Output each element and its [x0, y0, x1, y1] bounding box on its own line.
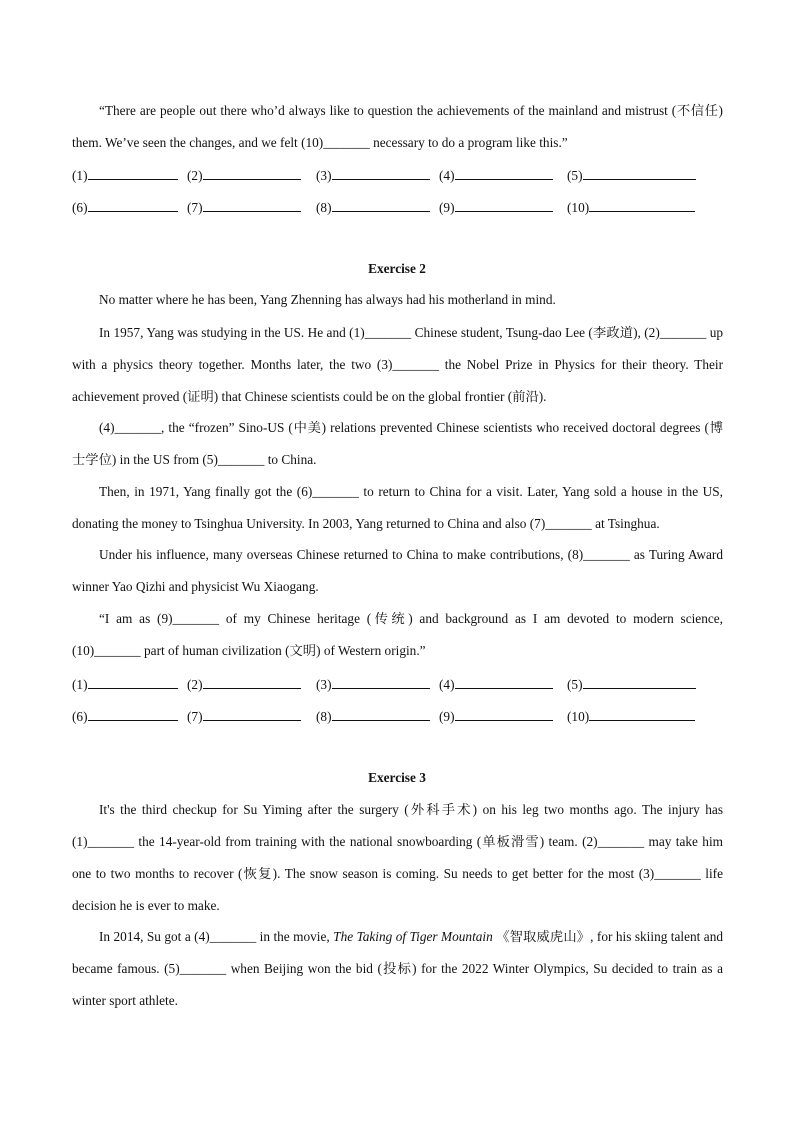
ex2-paragraph-2: In 1957, Yang was studying in the US. He and (1)_______ Chinese student, Tsung-dao Lee (李政道), (2)_______ up with a physics theory together. Months later, the two (3)_______ the Nobel Prize in Physics for their theory. Their achievement proved (证明) that Chinese scientists could be on the global frontier (前沿).	[72, 325, 723, 404]
ex2-answer-8[interactable]: (8)	[316, 708, 430, 725]
ex2-paragraph-1: No matter where he has been, Yang Zhenning has always had his motherland in mind.	[99, 292, 556, 307]
ex1-answer-row-2	[72, 199, 723, 219]
ex1-answer-3[interactable]: (3)	[316, 167, 430, 184]
ex1-answer-8[interactable]: (8)	[316, 199, 430, 216]
ex1-answer-9[interactable]: (9)	[439, 199, 553, 216]
ex2-answer-3[interactable]: (3)	[316, 676, 430, 693]
ex2-answer-9[interactable]: (9)	[439, 708, 553, 725]
ex2-answer-10[interactable]: (10)	[567, 708, 695, 725]
ex2-paragraph-3: (4)_______, the “frozen” Sino-US (中美) relations prevented Chinese scientists who received doctoral degrees (博士学位) in the US from (5)_______ to China.	[72, 420, 723, 467]
ex1-answer-6[interactable]: (6)	[72, 199, 178, 216]
ex2-answer-5[interactable]: (5)	[567, 676, 696, 693]
ex1-answer-5[interactable]: (5)	[567, 167, 696, 184]
ex1-answer-4[interactable]: (4)	[439, 167, 553, 184]
ex1-answer-10[interactable]: (10)	[567, 199, 695, 216]
exercise-3-title: Exercise 3	[368, 770, 426, 785]
ex2-paragraph-5: Under his influence, many overseas Chinese returned to China to make contributions, (8)_______ as Turing Award winner Yao Qizhi and physicist Wu Xiaogang.	[72, 547, 723, 594]
ex2-answer-1[interactable]: (1)	[72, 676, 178, 693]
exercise-2-title: Exercise 2	[368, 261, 426, 276]
ex2-paragraph-4: Then, in 1971, Yang finally got the (6)_______ to return to China for a visit. Later, Yang sold a house in the US, donating the money to Tsinghua University. In 2003, Yang returned to China and also (7)_______ at Tsinghua.	[72, 484, 723, 531]
ex2-answer-row-2	[72, 708, 723, 728]
ex2-answer-2[interactable]: (2)	[187, 676, 301, 693]
ex1-quote-paragraph: “There are people out there who’d always like to question the achievements of the mainland and mistrust (不信任) them. We’ve seen the changes, and we felt (10)_______ necessary to do a program like this.”	[72, 103, 723, 150]
ex1-answer-row-1	[72, 167, 723, 187]
ex2-answer-4[interactable]: (4)	[439, 676, 553, 693]
ex3-paragraph-1: It's the third checkup for Su Yiming after the surgery (外科手术) on his leg two months ago. The injury has (1)_______ the 14-year-old from training with the national snowboarding (单板滑雪) team. (2)_______ may take him one to two months to recover (恢复). The snow season is coming. Su needs to get better for the most (3)_______ life decision he is ever to make.	[72, 802, 723, 913]
ex3-paragraph-2: In 2014, Su got a (4)_______ in the movie, The Taking of Tiger Mountain 《智取威虎山》, for his skiing talent and became famous. (5)_______ when Beijing won the bid (投标) for the 2022 Winter Olympics, Su decided to train as a winter sport athlete.	[72, 929, 723, 1008]
ex2-answer-6[interactable]: (6)	[72, 708, 178, 725]
ex1-answer-2[interactable]: (2)	[187, 167, 301, 184]
movie-title: The Taking of Tiger Mountain	[333, 929, 493, 944]
ex2-answer-7[interactable]: (7)	[187, 708, 301, 725]
ex1-answer-1[interactable]: (1)	[72, 167, 178, 184]
ex2-paragraph-6: “I am as (9)_______ of my Chinese heritage (传统) and background as I am devoted to modern science, (10)_______ part of human civilization (文明) of Western origin.”	[72, 611, 723, 658]
ex1-answer-7[interactable]: (7)	[187, 199, 301, 216]
ex2-answer-row-1	[72, 676, 723, 696]
